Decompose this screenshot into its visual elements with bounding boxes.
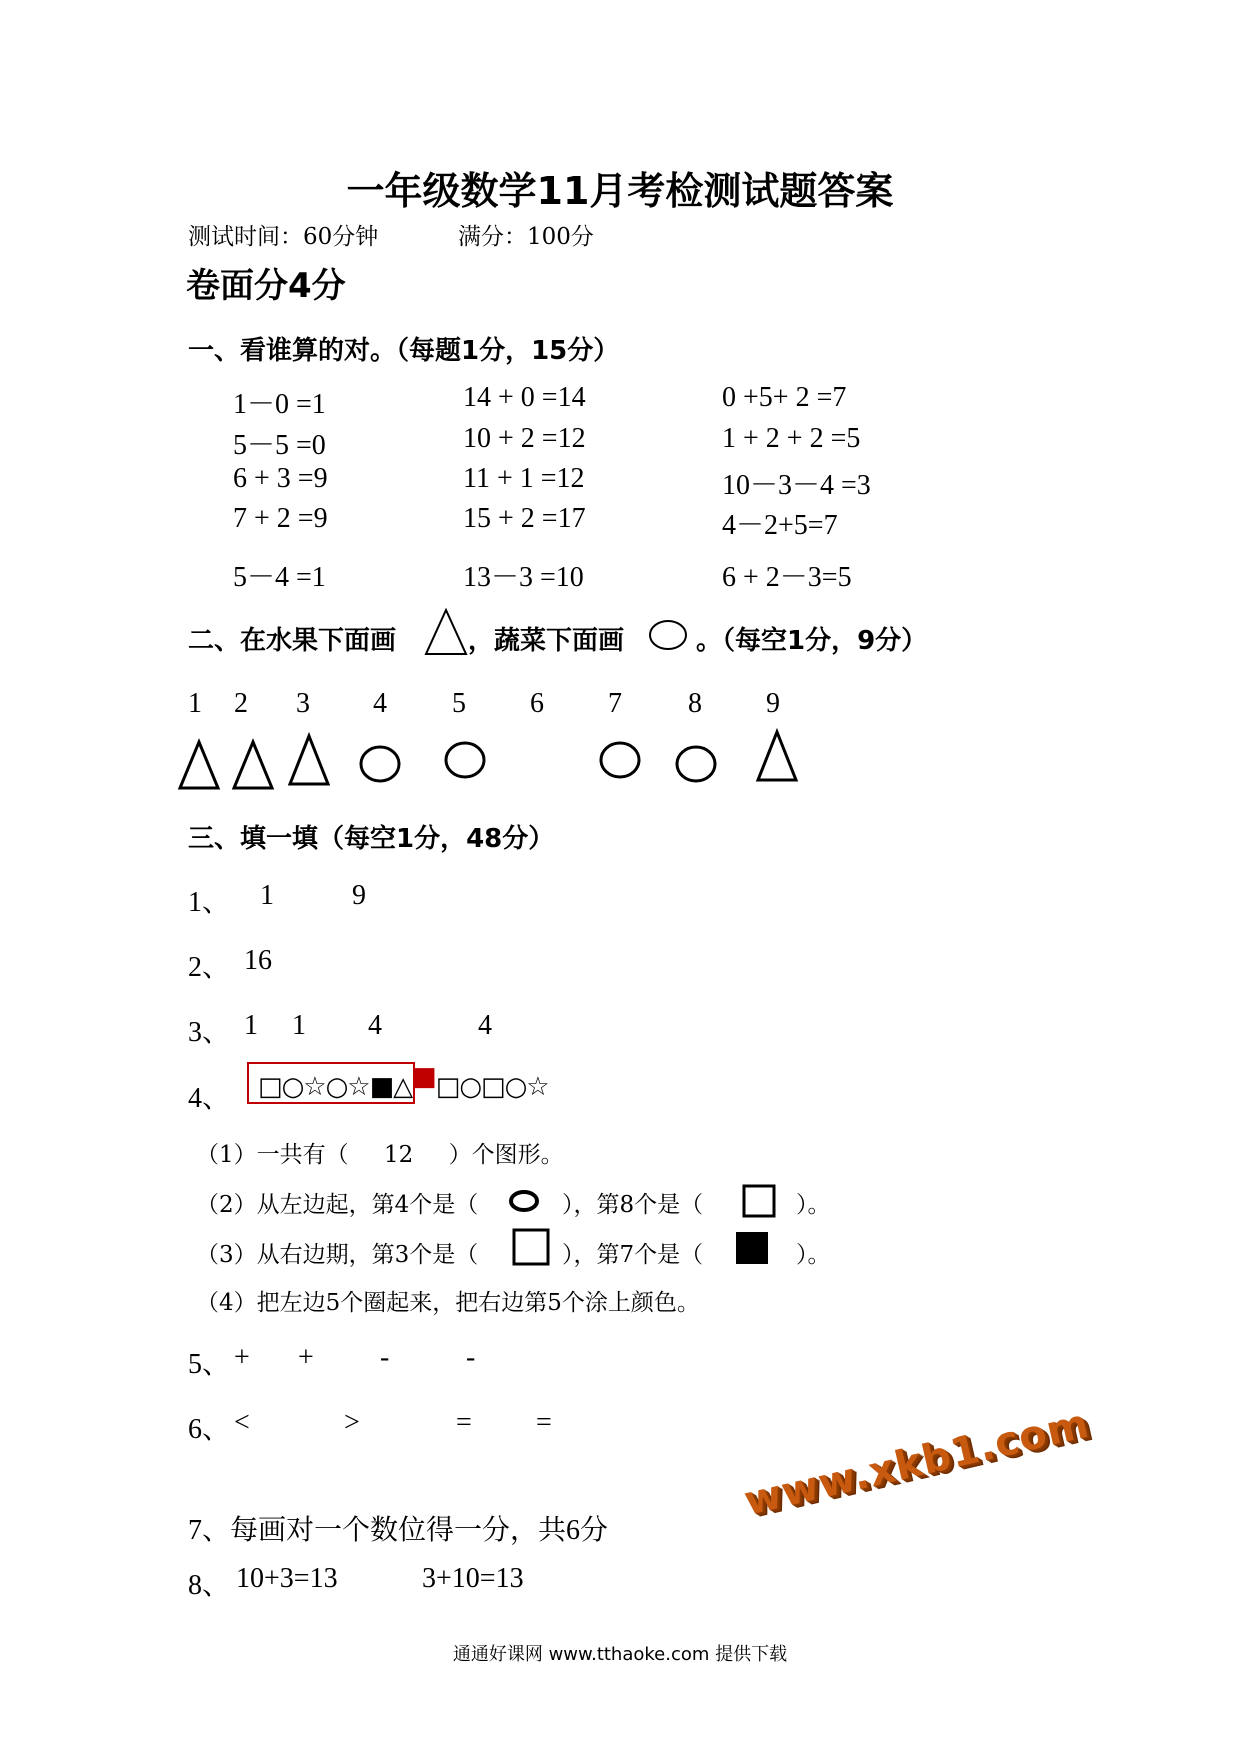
square-icon	[742, 1184, 776, 1218]
q6-operator: >	[344, 1407, 360, 1438]
q4-part1	[196, 1136, 564, 1169]
section-2-heading-a: 二、在水果下面画	[188, 626, 397, 656]
q2-label: 2、	[188, 952, 231, 983]
equation: 5－4 =1	[233, 562, 326, 593]
circle-icon: ○	[281, 1072, 304, 1102]
test-time: 测试时间：60分钟	[188, 224, 379, 250]
triangle-icon: △	[393, 1072, 413, 1102]
circle-icon	[598, 740, 642, 780]
equation: 10－3－4 =3	[722, 470, 871, 501]
q8-answer: 3+10=13	[422, 1563, 524, 1594]
circle-icon	[508, 1188, 540, 1214]
item-number: 8	[688, 688, 702, 719]
q5-operator: +	[234, 1342, 250, 1373]
circle-icon	[648, 618, 688, 652]
q5-operator: -	[380, 1342, 390, 1373]
star-icon: ☆	[303, 1072, 326, 1102]
full-score: 满分：100分	[458, 224, 594, 250]
q4-part2	[196, 1186, 478, 1219]
square-icon: □	[435, 1072, 460, 1102]
q4-part1-text: ）个图形。	[448, 1142, 564, 1168]
q4-part2-text-b: ），第8个是（	[562, 1192, 704, 1218]
section-1-heading: 一、看谁算的对。（每题1分，15分）	[188, 336, 620, 366]
item-number: 3	[296, 688, 310, 719]
equation: 6 + 2－3=5	[722, 562, 852, 593]
q5-operator: -	[466, 1342, 476, 1373]
q1-answer: 1	[260, 880, 274, 911]
q6-operator: =	[456, 1407, 472, 1438]
q4-part3-text: （3）从右边期，第3个是（	[196, 1242, 479, 1268]
square-icon: □	[258, 1072, 282, 1102]
circle-icon: ○	[459, 1072, 481, 1102]
q3-label: 3、	[188, 1017, 231, 1048]
shape-sequence	[258, 1062, 549, 1102]
item-number: 6	[530, 688, 544, 719]
q4-part3-text-b: ），第7个是（	[562, 1242, 704, 1268]
equation: 1－0 =1	[233, 389, 326, 420]
circle-icon	[674, 744, 718, 784]
triangle-icon	[232, 740, 274, 790]
q7-text: 7、每画对一个数位得一分，共6分	[188, 1515, 609, 1546]
q6-operator: <	[234, 1407, 250, 1438]
equation: 13－3 =10	[463, 562, 584, 593]
q5-label: 5、	[188, 1349, 231, 1380]
equation: 14 + 0 =14	[463, 382, 586, 413]
item-number: 7	[608, 688, 622, 719]
item-number: 9	[766, 688, 780, 719]
equation: 5－5 =0	[233, 430, 326, 461]
item-number: 4	[373, 688, 387, 719]
equation: 11 + 1 =12	[463, 463, 585, 494]
circle-icon	[443, 740, 487, 780]
equation: 6 + 3 =9	[233, 463, 328, 494]
q3-answer: 1	[292, 1010, 306, 1041]
equation: 1 + 2 + 2 =5	[722, 423, 861, 454]
q2-answer: 16	[244, 945, 272, 976]
item-number: 2	[234, 688, 248, 719]
q4-part3-text-c: ）。	[796, 1242, 831, 1268]
square-icon: □	[481, 1072, 505, 1102]
equation: 7 + 2 =9	[233, 503, 328, 534]
q3-answer: 1	[244, 1010, 258, 1041]
equation: 15 + 2 =17	[463, 503, 586, 534]
item-number: 1	[188, 688, 202, 719]
q3-answer: 4	[478, 1010, 492, 1041]
q5-operator: +	[298, 1342, 314, 1373]
triangle-icon	[178, 740, 220, 790]
footer-credit: 通通好课网 www.tthaoke.com 提供下载	[452, 1644, 788, 1665]
q4-part1-answer: 12	[384, 1142, 414, 1168]
star-icon: ☆	[347, 1072, 370, 1102]
triangle-icon	[424, 608, 468, 656]
q6-operator: =	[536, 1407, 552, 1438]
star-icon: ☆	[526, 1072, 549, 1102]
watermark-logo: www.xkb1.com	[740, 1400, 1094, 1525]
q6-label: 6、	[188, 1414, 231, 1445]
triangle-icon	[756, 730, 798, 782]
triangle-icon	[288, 734, 330, 786]
equation: 4－2+5=7	[722, 510, 838, 541]
equation: 10 + 2 =12	[463, 423, 586, 454]
filled-square-icon: ■	[369, 1072, 394, 1102]
section-3-heading: 三、填一填（每空1分，48分）	[188, 824, 555, 854]
q4-part3	[196, 1236, 478, 1269]
page-title: 一年级数学11月考检测试题答案	[346, 169, 894, 213]
colored-square-icon: ■	[412, 1062, 436, 1092]
equation: 0 +5+ 2 =7	[722, 382, 847, 413]
section-2-heading-c: 。（每空1分，9分）	[696, 626, 928, 656]
q8-answer: 10+3=13	[236, 1563, 338, 1594]
q4-part2-text-c: ）。	[796, 1192, 831, 1218]
item-number: 5	[452, 688, 466, 719]
circle-icon	[358, 744, 402, 784]
q8-label: 8、	[188, 1570, 231, 1601]
q1-answer: 9	[352, 880, 366, 911]
circle-icon: ○	[504, 1072, 527, 1102]
q4-part4: （4）把左边5个圈起来，把右边第5个涂上颜色。	[196, 1290, 700, 1316]
square-icon	[512, 1228, 550, 1266]
q4-part2-text: （2）从左边起，第4个是（	[196, 1192, 479, 1218]
neatness-score: 卷面分4分	[186, 266, 346, 306]
q1-label: 1、	[188, 887, 231, 918]
filled-square-icon	[736, 1232, 768, 1264]
q3-answer: 4	[368, 1010, 382, 1041]
q4-part1-text: （1）一共有（	[196, 1142, 349, 1168]
q4-label: 4、	[188, 1083, 231, 1114]
section-2-heading-b: ，蔬菜下面画	[468, 626, 625, 656]
circle-icon: ○	[325, 1072, 348, 1102]
